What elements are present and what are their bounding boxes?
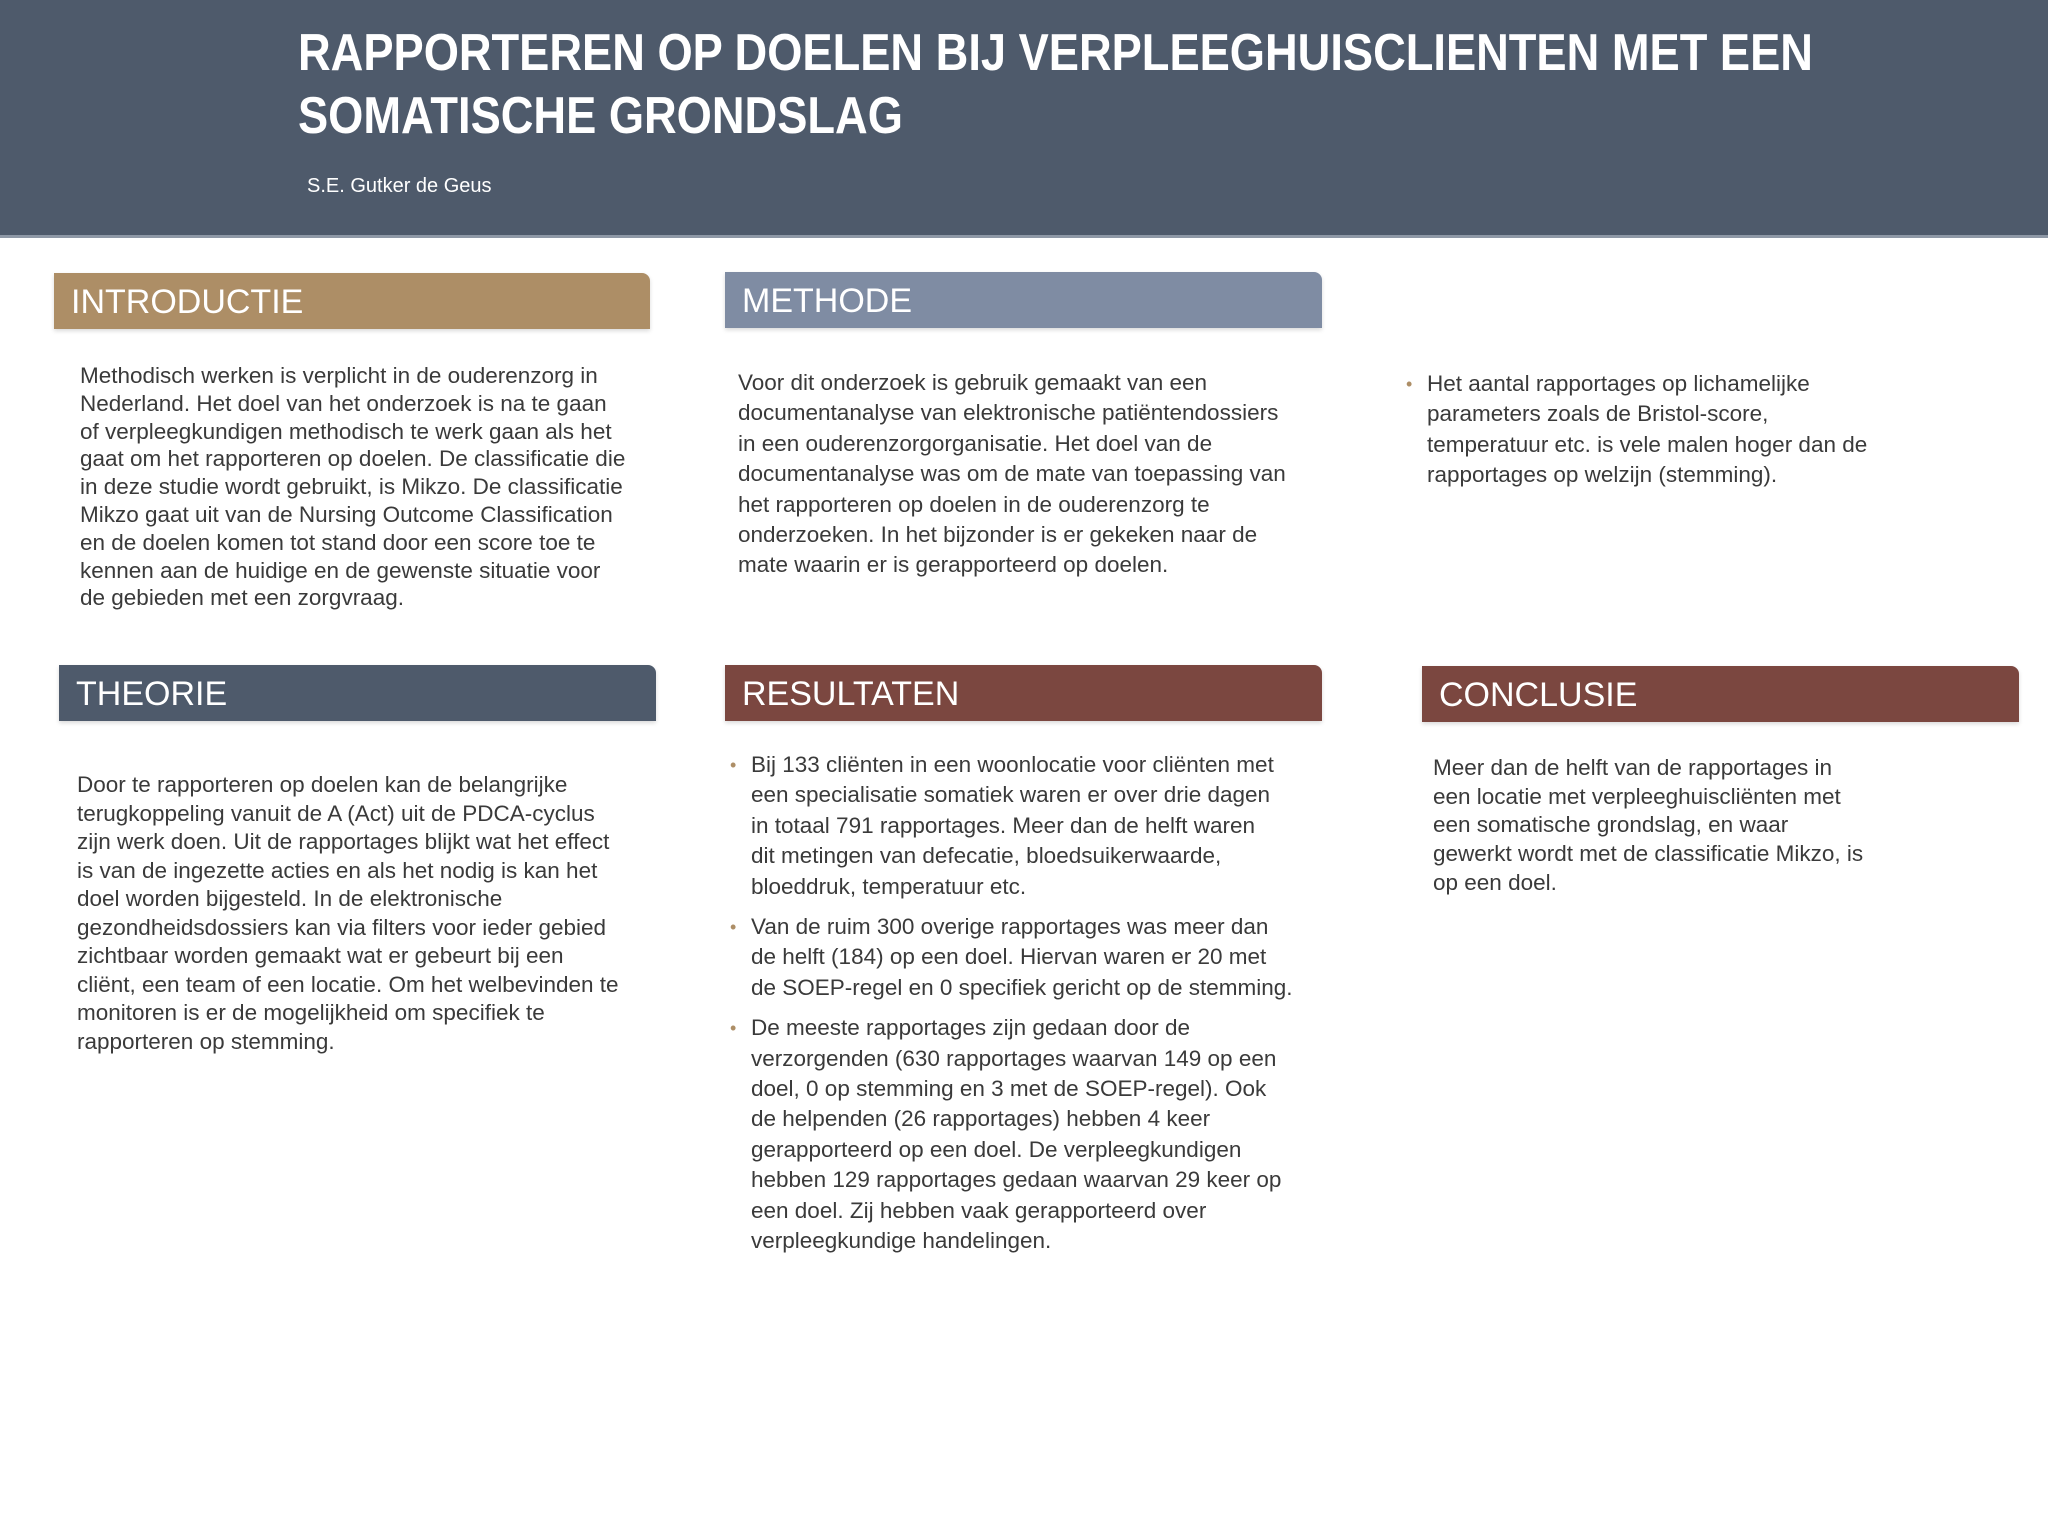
text-line: of verpleegkundigen methodisch te werk gaan als het [80, 418, 612, 444]
text-line: een doel. Zij hebben vaak gerapporteerd over [751, 1197, 1207, 1223]
text-line: documentanalyse van elektronische patiëntendossiers [738, 400, 1279, 426]
text-line: mate waarin er is gerapporteerd op doelen. [738, 552, 1169, 578]
extra-bullets [1406, 369, 1867, 501]
poster-title [298, 22, 1813, 148]
intro-text [80, 362, 625, 612]
text-line: is van de ingezette acties en als het nodig is kan het [77, 857, 598, 883]
conclusie-text [1433, 754, 1863, 898]
text-line: Door te rapporteren op doelen kan de belangrijke [77, 772, 568, 797]
text-line: de gebieden met een zorgvraag. [80, 585, 404, 611]
text-line: verpleegkundige handelingen. [751, 1228, 1052, 1254]
text-line: rapportages op welzijn (stemming). [1427, 462, 1778, 488]
bullet-item [730, 750, 1293, 902]
text-line: • De meeste rapportages zijn gedaan door de [751, 1015, 1191, 1041]
text-line: in deze studie wordt gebruikt, is Mikzo. De classificatie [80, 474, 623, 500]
title-line: SOMATISCHE GRONDSLAG [298, 87, 903, 145]
text-line: een specialisatie somatiek waren er over drie dagen [751, 782, 1271, 808]
text-line: Meer dan de helft van de rapportages in [1433, 755, 1833, 780]
title-line: RAPPORTEREN OP DOELEN BIJ VERPLEEGHUISCLIENTEN MET EEN [298, 24, 1813, 82]
section-heading-introductie: INTRODUCTIE [54, 273, 650, 329]
text-line: gaat om het rapporteren op doelen. De classificatie die [80, 446, 626, 472]
section-heading-methode: METHODE [725, 272, 1322, 328]
text-line: • Het aantal rapportages op lichamelijke [1427, 371, 1810, 396]
text-line: op een doel. [1433, 869, 1557, 895]
text-line: doel worden bijgesteld. In de elektronische [77, 886, 503, 911]
bullet-item [730, 912, 1293, 1003]
text-line: een locatie met verpleeghuiscliënten met [1433, 783, 1841, 809]
bullet-item [1406, 369, 1867, 491]
text-line: verzorgenden (630 rapportages waarvan 149 op een [751, 1045, 1277, 1071]
text-line: monitoren is er de mogelijkheid om specifiek te [77, 1000, 545, 1025]
text-line: de helpenden (26 rapportages) hebben 4 keer [751, 1106, 1211, 1132]
text-line: onderzoeken. In het bijzonder is er gekeken naar de [738, 522, 1258, 548]
text-line: Mikzo gaat uit van de Nursing Outcome Classification [80, 501, 613, 527]
text-line: parameters zoals de Bristol-score, [1427, 401, 1769, 427]
text-line: doel, 0 op stemming en 3 met de SOEP-regel). Ook [751, 1076, 1267, 1102]
text-line: de SOEP-regel en 0 specifiek gericht op de stemming. [751, 974, 1293, 1000]
resultaten-bullets [730, 750, 1293, 1267]
text-line: in een ouderenzorgorganisatie. Het doel van de [738, 430, 1213, 456]
text-line: het rapporteren op doelen in de ouderenzorg te [738, 491, 1210, 517]
section-heading-conclusie: CONCLUSIE [1422, 666, 2019, 722]
bullet-item [730, 1013, 1293, 1256]
title-banner [0, 0, 2048, 238]
text-line: zichtbaar worden gemaakt wat er gebeurt bij een [77, 943, 564, 968]
text-line: bloeddruk, temperatuur etc. [751, 873, 1027, 899]
text-line: documentanalyse was om de mate van toepassing van [738, 461, 1286, 487]
text-line: zijn werk doen. Uit de rapportages blijkt wat het effect [77, 829, 610, 854]
text-line: temperatuur etc. is vele malen hoger dan de [1427, 431, 1868, 457]
text-line: rapporteren op stemming. [77, 1028, 335, 1054]
text-line: cliënt, een team of een locatie. Om het welbevinden te [77, 971, 619, 997]
text-line: in totaal 791 rapportages. Meer dan de helft waren [751, 812, 1256, 838]
methode-text [738, 368, 1286, 581]
text-line: Nederland. Het doel van het onderzoek is na te gaan [80, 390, 607, 416]
text-line: • Bij 133 cliënten in een woonlocatie voor cliënten met [751, 752, 1274, 777]
text-line: dit metingen van defecatie, bloedsuikerwaarde, [751, 843, 1222, 869]
section-heading-theorie: THEORIE [59, 665, 656, 721]
text-line: Voor dit onderzoek is gebruik gemaakt van een [738, 370, 1208, 395]
text-line: terugkoppeling vanuit de A (Act) uit de PDCA-cyclus [77, 800, 595, 826]
section-heading-resultaten: RESULTATEN [725, 665, 1322, 721]
text-line: hebben 129 rapportages gedaan waarvan 29 keer op [751, 1167, 1282, 1193]
author: S.E. Gutker de Geus [307, 175, 492, 197]
text-line: gerapporteerd op een doel. De verpleegkundigen [751, 1136, 1242, 1162]
text-line: gewerkt wordt met de classificatie Mikzo, is [1433, 841, 1864, 867]
text-line: en de doelen komen tot stand door een score toe te [80, 529, 596, 555]
text-line: kennen aan de huidige en de gewenste situatie voor [80, 557, 601, 583]
text-line: Methodisch werken is verplicht in de ouderenzorg in [80, 363, 598, 388]
text-line: de helft (184) op een doel. Hiervan waren er 20 met [751, 944, 1267, 970]
text-line: • Van de ruim 300 overige rapportages was meer dan [751, 914, 1269, 940]
theorie-text [77, 771, 619, 1056]
text-line: gezondheidsdossiers kan via filters voor ieder gebied [77, 914, 607, 940]
text-line: een somatische grondslag, en waar [1433, 812, 1789, 838]
